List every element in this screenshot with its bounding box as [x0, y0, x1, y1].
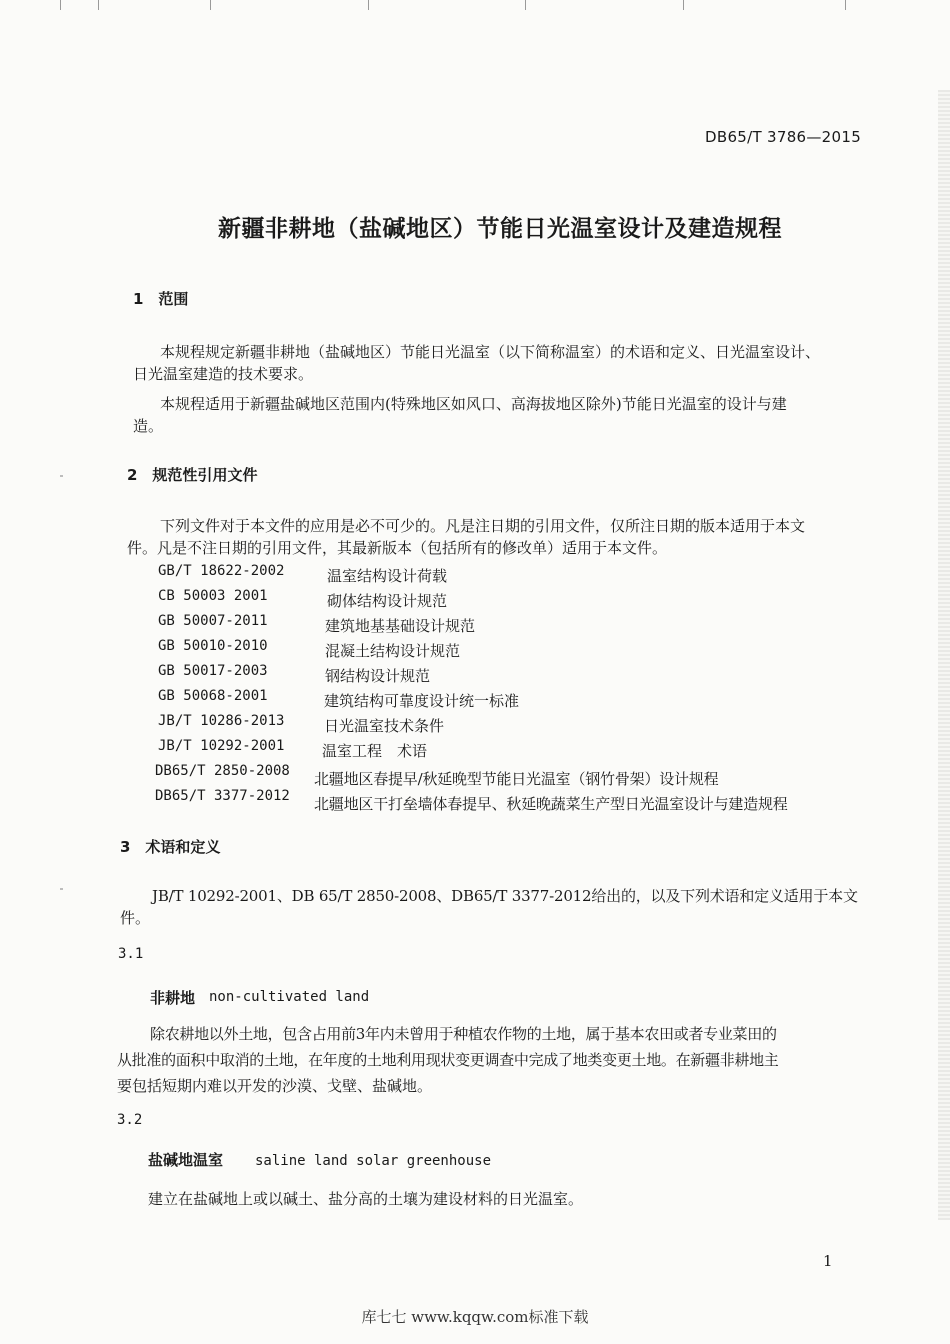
- ref-code: CB 50003 2001: [158, 588, 268, 604]
- section-1-heading: 1 范围: [133, 290, 189, 308]
- term-english: saline land solar greenhouse: [255, 1153, 492, 1169]
- ref-code: DB65/T 3377-2012: [155, 788, 290, 804]
- term-definition-line: 要包括短期内难以开发的沙漠、戈壁、盐碱地。: [117, 1077, 433, 1095]
- term-number: 3.2: [117, 1112, 143, 1128]
- scan-tick: [98, 0, 99, 10]
- s3-paragraph-line-1: JB/T 10292-2001、DB 65/T 2850-2008、DB65/T 3377-2012给出的，以及下列术语和定义适用于本文: [152, 887, 858, 905]
- s3-paragraph-line-2: 件。: [120, 909, 151, 927]
- section-2-heading: 2 规范性引用文件: [127, 466, 258, 484]
- ref-code: DB65/T 2850-2008: [155, 763, 290, 779]
- standard-code: DB65/T 3786—2015: [705, 128, 862, 146]
- ref-title: 钢结构设计规范: [325, 667, 431, 685]
- ref-title: 砌体结构设计规范: [327, 592, 448, 610]
- ref-title: 温室工程 术语: [322, 742, 428, 760]
- scan-tick: [845, 0, 846, 10]
- ref-code: GB 50007-2011: [158, 613, 268, 629]
- term-english: non-cultivated land: [209, 989, 370, 1005]
- term-definition-line: 从批准的面积中取消的土地，在年度的土地利用现状变更调查中完成了地类变更土地。在新疆非耕地主: [117, 1051, 779, 1069]
- scan-tick: [210, 0, 211, 10]
- term-definition-line: 建立在盐碱地上或以碱土、盐分高的土壤为建设材料的日光温室。: [148, 1190, 584, 1208]
- ref-code: GB/T 18622-2002: [158, 563, 285, 579]
- ref-title: 北疆地区干打垒墙体春提早、秋延晚蔬菜生产型日光温室设计与建造规程: [314, 795, 788, 813]
- ref-title: 日光温室技术条件: [324, 717, 445, 735]
- scan-tick: [525, 0, 526, 10]
- ref-title: 温室结构设计荷载: [327, 567, 448, 585]
- s2-paragraph-line-2: 件。凡是不注日期的引用文件，其最新版本（包括所有的修改单）适用于本文件。: [127, 539, 668, 557]
- s1-paragraph-1-line-1: 本规程规定新疆非耕地（盐碱地区）节能日光温室（以下简称温室）的术语和定义、日光温室设计、: [160, 343, 821, 361]
- scan-tick: [368, 0, 369, 10]
- s1-paragraph-2-line-2: 造。: [133, 417, 164, 435]
- term-number: 3.1: [118, 946, 144, 962]
- ref-code: GB 50068-2001: [158, 688, 268, 704]
- footer-watermark-text: 库七七 www.kqqw.com标准下载: [361, 1308, 589, 1326]
- scan-dot: [60, 888, 63, 890]
- s1-paragraph-1-line-2: 日光温室建造的技术要求。: [133, 365, 314, 383]
- s2-paragraph-line-1: 下列文件对于本文件的应用是必不可少的。凡是注日期的引用文件，仅所注日期的版本适用于本文: [160, 517, 806, 535]
- page-number: 1: [823, 1252, 833, 1270]
- ref-title: 建筑结构可靠度设计统一标准: [324, 692, 520, 710]
- document-title: 新疆非耕地（盐碱地区）节能日光温室设计及建造规程: [218, 216, 782, 242]
- ref-code: JB/T 10286-2013: [158, 713, 285, 729]
- scan-dot: [60, 475, 63, 477]
- section-3-heading: 3 术语和定义: [120, 838, 221, 856]
- ref-title: 建筑地基基础设计规范: [325, 617, 476, 635]
- term-definition-line: 除农耕地以外土地，包含占用前3年内未曾用于种植农作物的土地，属于基本农田或者专业菜田的: [150, 1025, 777, 1043]
- scan-edge-texture: [938, 90, 950, 1220]
- term-chinese: 非耕地: [150, 989, 196, 1007]
- ref-code: GB 50017-2003: [158, 663, 268, 679]
- ref-code: JB/T 10292-2001: [158, 738, 285, 754]
- scan-tick: [60, 0, 61, 10]
- term-chinese: 盐碱地温室: [148, 1151, 224, 1169]
- ref-code: GB 50010-2010: [158, 638, 268, 654]
- s1-paragraph-2-line-1: 本规程适用于新疆盐碱地区范围内(特殊地区如风口、高海拔地区除外)节能日光温室的设计与建: [160, 395, 787, 413]
- ref-title: 混凝土结构设计规范: [325, 642, 461, 660]
- scan-tick: [683, 0, 684, 10]
- ref-title: 北疆地区春提早/秋延晚型节能日光温室（钢竹骨架）设计规程: [314, 770, 719, 788]
